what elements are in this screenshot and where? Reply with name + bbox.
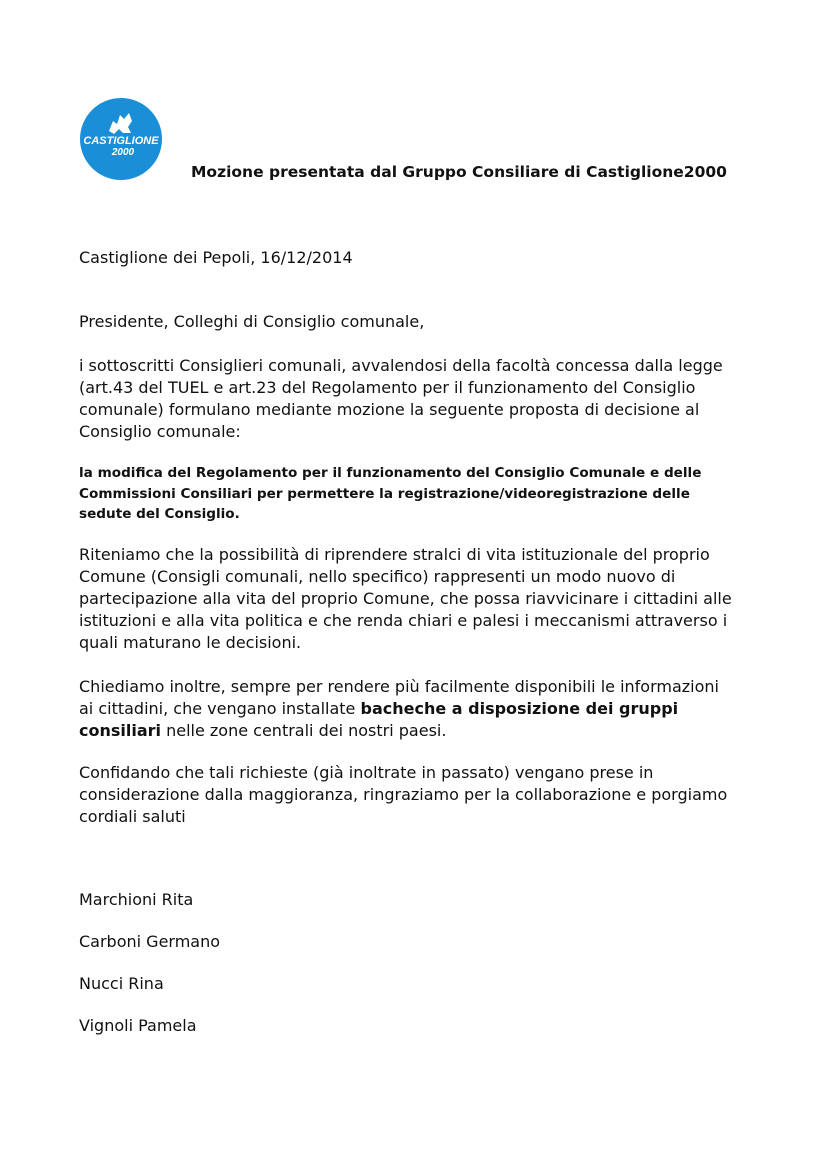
logo-text-line1: CASTIGLIONE [83, 135, 159, 147]
signatory: Carboni Germano [79, 932, 221, 951]
proposal-line: la modifica del Regolamento per il funzionamento del Consiglio Comunale e delle [79, 465, 702, 481]
signatory: Vignoli Pamela [79, 1016, 197, 1035]
proposal-line: Commissioni Consiliari per permettere la registrazione/videoregistrazione delle [79, 485, 690, 502]
rationale-paragraph [79, 544, 749, 654]
logo-text-line2: 2000 [111, 147, 135, 158]
request-highlight: bacheche a disposizione dei gruppi [360, 699, 679, 718]
intro-paragraph [79, 355, 749, 443]
signatory: Marchioni Rita [79, 890, 194, 909]
request-highlight: consiliari [79, 721, 162, 740]
rationale-line: Riteniamo che la possibilità di riprendere stralci di vita istituzionale del proprio [79, 545, 710, 564]
request-line [79, 698, 749, 720]
closing-line: Confidando che tali richieste (già inoltrate in passato) vengano prese in [79, 763, 654, 782]
castiglione2000-logo [79, 97, 163, 181]
rationale-line: quali maturano le decisioni. [79, 633, 302, 652]
intro-line: Consiglio comunale: [79, 422, 241, 441]
intro-line: i sottoscritti Consiglieri comunali, avvalendosi della facoltà concessa dalla legge [79, 356, 723, 375]
request-paragraph [79, 676, 749, 742]
request-text: ai cittadini, che vengano installate [79, 699, 361, 718]
rationale-line: istituzioni e alla vita politica e che renda chiari e palesi i meccanismi attraverso i [79, 611, 728, 630]
document-title: Mozione presentata dal Gruppo Consiliare di Castiglione2000 [191, 163, 727, 181]
rationale-line: Comune (Consigli comunali, nello specifico) rappresenti un modo nuovo di [79, 567, 676, 586]
intro-line: (art.43 del TUEL e art.23 del Regolamento per il funzionamento del Consiglio [79, 378, 696, 397]
salutation: Presidente, Colleghi di Consiglio comunale, [79, 312, 425, 331]
closing-paragraph [79, 762, 749, 828]
request-line: Chiediamo inoltre, sempre per rendere più facilmente disponibili le informazioni [79, 677, 719, 696]
rationale-line: partecipazione alla vita del proprio Comune, che possa riavvicinare i cittadini alle [79, 589, 732, 608]
intro-line: comunale) formulano mediante mozione la seguente proposta di decisione al [79, 400, 700, 419]
request-line [79, 720, 749, 742]
proposal-line: sedute del Consiglio. [79, 506, 240, 522]
place-date: Castiglione dei Pepoli, 16/12/2014 [79, 248, 353, 267]
signatory: Nucci Rina [79, 974, 164, 993]
request-text: nelle zone centrali dei nostri paesi. [161, 721, 447, 740]
closing-line: considerazione dalla maggioranza, ringraziamo per la collaborazione e porgiamo [79, 785, 728, 804]
closing-line: cordiali saluti [79, 807, 186, 826]
proposal-paragraph [79, 463, 749, 525]
